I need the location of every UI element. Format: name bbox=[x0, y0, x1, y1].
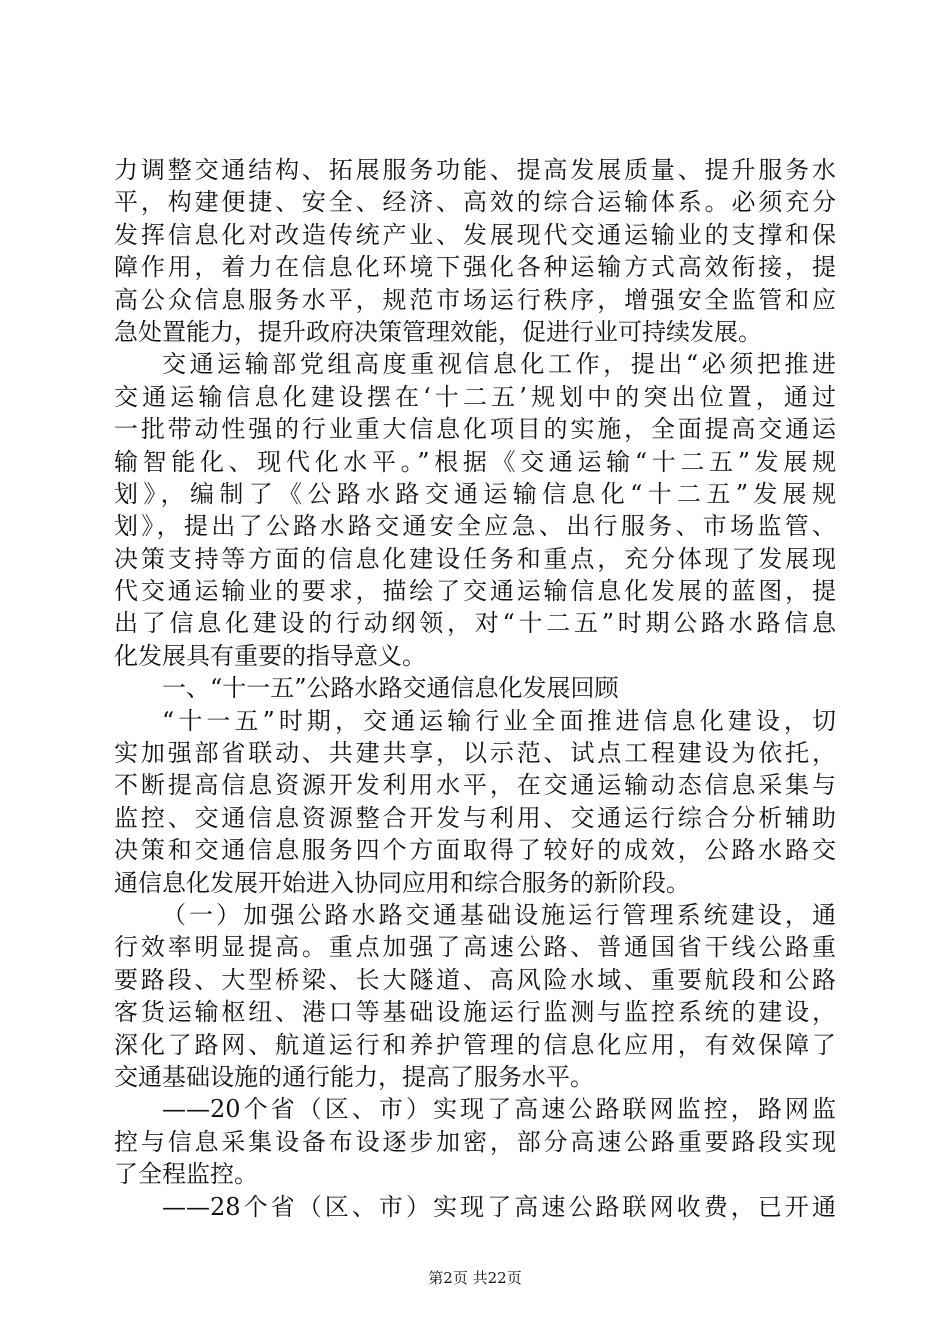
text-line: 行效率明显提高。重点加强了高速公路、普通国省干线公路重 bbox=[114, 933, 836, 962]
text-line: 划》，提出了公路水路交通安全应急、出行服务、市场监管、 bbox=[114, 512, 836, 541]
text-line: 要路段、大型桥梁、长大隧道、高风险水域、重要航段和公路 bbox=[114, 965, 836, 994]
text-line: 出了信息化建设的行动纲领，对“十二五”时期公路水路信息 bbox=[114, 609, 836, 638]
text-line: 实加强部省联动、共建共享，以示范、试点工程建设为依托， bbox=[114, 739, 836, 768]
section-heading: 一、“十一五”公路水路交通信息化发展回顾 bbox=[162, 674, 619, 703]
document-body bbox=[114, 154, 836, 1223]
text-line: 控与信息采集设备布设逐步加密，部分高速公路重要路段实现 bbox=[114, 1127, 836, 1156]
text-line: 划》，编制了《公路水路交通运输信息化“十二五”发展规 bbox=[114, 479, 836, 508]
subsection-heading: （一）加强公路水路交通基础设施运行管理系统建设，通 bbox=[162, 900, 836, 929]
text-line: 一批带动性强的行业重大信息化项目的实施，全面提高交通运 bbox=[114, 415, 836, 444]
text-line: 深化了路网、航道运行和养护管理的信息化应用，有效保障了 bbox=[114, 1030, 836, 1059]
text-line: 交通基础设施的通行能力，提高了服务水平。 bbox=[114, 1062, 594, 1091]
list-item: ——20个省（区、市）实现了高速公路联网监控，路网监 bbox=[162, 1095, 836, 1124]
text-line: 交通运输信息化建设摆在‘十二五’规划中的突出位置，通过 bbox=[114, 382, 836, 411]
text-line: 了全程监控。 bbox=[114, 1160, 258, 1189]
text-line: 平，构建便捷、安全、经济、高效的综合运输体系。必须充分 bbox=[114, 188, 836, 217]
text-line: 障作用，着力在信息化环境下强化各种运输方式高效衔接，提 bbox=[114, 253, 836, 282]
text-line: 监控、交通信息资源整合开发与利用、交通运行综合分析辅助 bbox=[114, 803, 836, 832]
text-line: 不断提高信息资源开发利用水平，在交通运输动态信息采集与 bbox=[114, 771, 836, 800]
text-line: 决策和交通信息服务四个方面取得了较好的成效，公路水路交 bbox=[114, 836, 836, 865]
text-line: 输智能化、现代化水平。”根据《交通运输“十二五”发展规 bbox=[114, 447, 836, 476]
text-line: 急处置能力，提升政府决策管理效能，促进行业可持续发展。 bbox=[114, 317, 762, 346]
text-line: “十一五”时期，交通运输行业全面推进信息化建设，切 bbox=[162, 706, 836, 735]
text-line: 客货运输枢纽、港口等基础设施运行监测与监控系统的建设， bbox=[114, 998, 836, 1027]
text-line: 化发展具有重要的指导意义。 bbox=[114, 641, 426, 670]
text-line: 高公众信息服务水平，规范市场运行秩序，增强安全监管和应 bbox=[114, 285, 836, 314]
page-footer bbox=[0, 1268, 950, 1288]
text-line: 交通运输部党组高度重视信息化工作，提出“必须把推进 bbox=[162, 350, 836, 379]
list-item: ——28个省（区、市）实现了高速公路联网收费，已开通 bbox=[162, 1192, 836, 1221]
page-number: 第2页 共22页 bbox=[428, 1269, 522, 1287]
text-line: 通信息化发展开始进入协同应用和综合服务的新阶段。 bbox=[114, 868, 690, 897]
text-line: 发挥信息化对改造传统产业、发展现代交通运输业的支撑和保 bbox=[114, 220, 836, 249]
text-line: 力调整交通结构、拓展服务功能、提高发展质量、提升服务水 bbox=[114, 156, 836, 184]
text-line: 决策支持等方面的信息化建设任务和重点，充分体现了发展现 bbox=[114, 544, 836, 573]
text-line: 代交通运输业的要求，描绘了交通运输信息化发展的蓝图，提 bbox=[114, 577, 836, 606]
